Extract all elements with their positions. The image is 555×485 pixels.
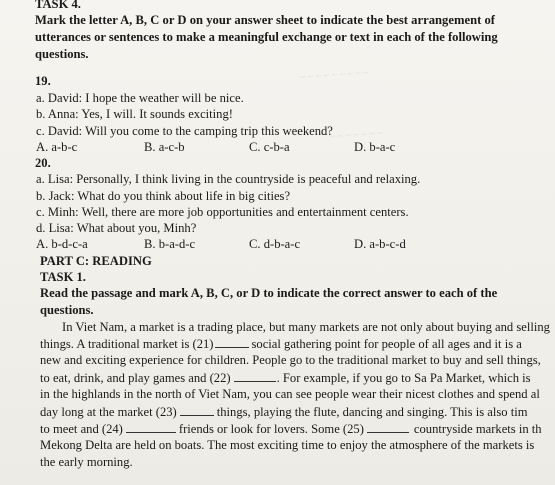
- question-20-line-d: d. Lisa: What about you, Minh?: [36, 221, 197, 235]
- passage-text: things. A traditional market is (21): [40, 337, 214, 351]
- passage-text: . For example, if you go to Sa Pa Market, which is: [276, 371, 531, 385]
- question-20-line-c: c. Minh: Well, there are more job opportunities and entertainment centers.: [36, 205, 409, 219]
- passage-line: [40, 370, 531, 386]
- passage-line: In Viet Nam, a market is a trading place, but many markets are not only about buying and selling: [62, 320, 550, 334]
- task4-instruction-line: Mark the letter A, B, C or D on your answer sheet to indicate the best arrangement of: [35, 13, 496, 27]
- passage-line: [40, 421, 542, 437]
- blank-22[interactable]: [234, 370, 276, 382]
- passage-text: countryside markets in th: [413, 422, 542, 436]
- question-19-option-c[interactable]: C. c-b-a: [249, 140, 290, 154]
- task4-instruction-line: questions.: [35, 47, 89, 61]
- question-19-number: 19.: [35, 74, 51, 88]
- blank-21[interactable]: [215, 336, 249, 348]
- question-20-option-c[interactable]: C. d-b-a-c: [249, 237, 301, 251]
- passage-line: Mekong Delta are held on boats. The most exciting time to enjoy the atmosphere of the markets is: [40, 438, 535, 452]
- passage-text: day long at the market (23): [40, 405, 177, 419]
- question-19-option-a[interactable]: A. a-b-c: [36, 140, 78, 154]
- question-20-option-b[interactable]: B. b-a-d-c: [144, 237, 196, 251]
- question-19-option-b[interactable]: B. a-c-b: [144, 140, 185, 154]
- question-20-number: 20.: [35, 156, 51, 170]
- question-19-line-b: b. Anna: Yes, I will. It sounds exciting!: [36, 107, 233, 121]
- passage-text: social gathering point for people of all ages and it is a: [251, 337, 522, 351]
- part-c-heading: PART C: READING: [40, 254, 152, 268]
- passage-line: [40, 336, 522, 352]
- passage-text: friends or look for lovers. Some (25): [178, 422, 364, 436]
- question-20-option-d[interactable]: D. a-b-c-d: [354, 237, 406, 251]
- part-c-instruction-line: Read the passage and mark A, B, C, or D to indicate the correct answer to each of the: [40, 286, 498, 300]
- question-19-line-c: c. David: Will you come to the camping trip this weekend?: [36, 124, 333, 138]
- show-through-text: ~ ~ ~ ~ ~ ~ ~ ~ ~: [299, 67, 370, 84]
- question-19-option-d[interactable]: D. b-a-c: [354, 140, 396, 154]
- blank-24[interactable]: [126, 421, 176, 433]
- passage-line: in the highlands in the north of Viet Nam, you can see people wear their nicest clothes and spend al: [40, 387, 540, 401]
- task4-heading: TASK 4.: [35, 0, 81, 11]
- show-through-text: ~ ~ ~ ~ ~ ~ ~: [329, 128, 384, 143]
- question-20-option-a[interactable]: A. b-d-c-a: [36, 237, 88, 251]
- blank-23[interactable]: [180, 404, 214, 416]
- part-c-instruction-line: questions.: [40, 303, 94, 317]
- passage-text: things, playing the flute, dancing and singing. This is also tim: [216, 405, 528, 419]
- blank-25[interactable]: [367, 421, 409, 433]
- question-19-line-a: a. David: I hope the weather will be nice.: [36, 91, 244, 105]
- passage-line: new and exciting experience for children. People go to the traditional market to buy and sell things,: [40, 353, 541, 367]
- passage-text: to eat, drink, and play games and (22): [40, 371, 231, 385]
- question-20-line-b: b. Jack: What do you think about life in big cities?: [36, 189, 291, 203]
- passage-text: to meet and (24): [40, 422, 123, 436]
- passage-line: the early morning.: [40, 455, 133, 469]
- question-20-line-a: a. Lisa: Personally, I think living in the countryside is peaceful and relaxing.: [36, 172, 421, 186]
- part-c-task-heading: TASK 1.: [40, 270, 86, 284]
- task4-instruction-line: utterances or sentences to make a meaningful exchange or text in each of the following: [35, 30, 498, 44]
- passage-line: [40, 404, 528, 420]
